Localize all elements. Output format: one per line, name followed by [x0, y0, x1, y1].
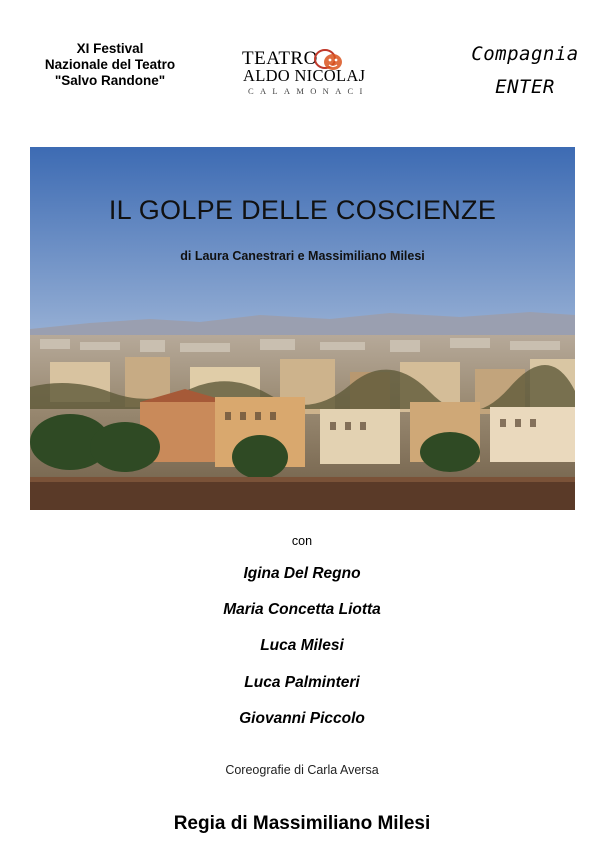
festival-line: "Salvo Randone": [54, 73, 166, 88]
company-line: Compagnia: [471, 43, 579, 65]
festival-line: XI Festival: [76, 41, 144, 56]
company-line: ENTER: [495, 76, 555, 98]
cast-member: Luca Palminteri: [244, 674, 360, 691]
cast-member: Igina Del Regno: [243, 565, 361, 582]
logo-line-town: CALAMONACI: [248, 86, 369, 96]
cast-intro: con: [291, 534, 313, 548]
festival-name: [20, 41, 200, 89]
teatro-logo: [238, 44, 369, 100]
festival-line: Nazionale del Teatro: [44, 57, 176, 72]
choreography-credit: Coreografie di Carla Aversa: [225, 763, 379, 777]
cast-member: Luca Milesi: [260, 637, 344, 654]
show-authors: di Laura Canestrari e Massimiliano Milesi: [180, 249, 425, 263]
logo-line-name: ALDO NICOLAJ: [243, 66, 366, 85]
cast-member: Giovanni Piccolo: [239, 710, 365, 727]
logo-line-teatro: TEATRO: [242, 48, 318, 69]
show-title: IL GOLPE DELLE COSCIENZE: [108, 195, 497, 225]
cast-member: Maria Concetta Liotta: [223, 601, 381, 618]
company-name: [455, 38, 595, 104]
direction-credit: Regia di Massimiliano Milesi: [173, 813, 431, 834]
